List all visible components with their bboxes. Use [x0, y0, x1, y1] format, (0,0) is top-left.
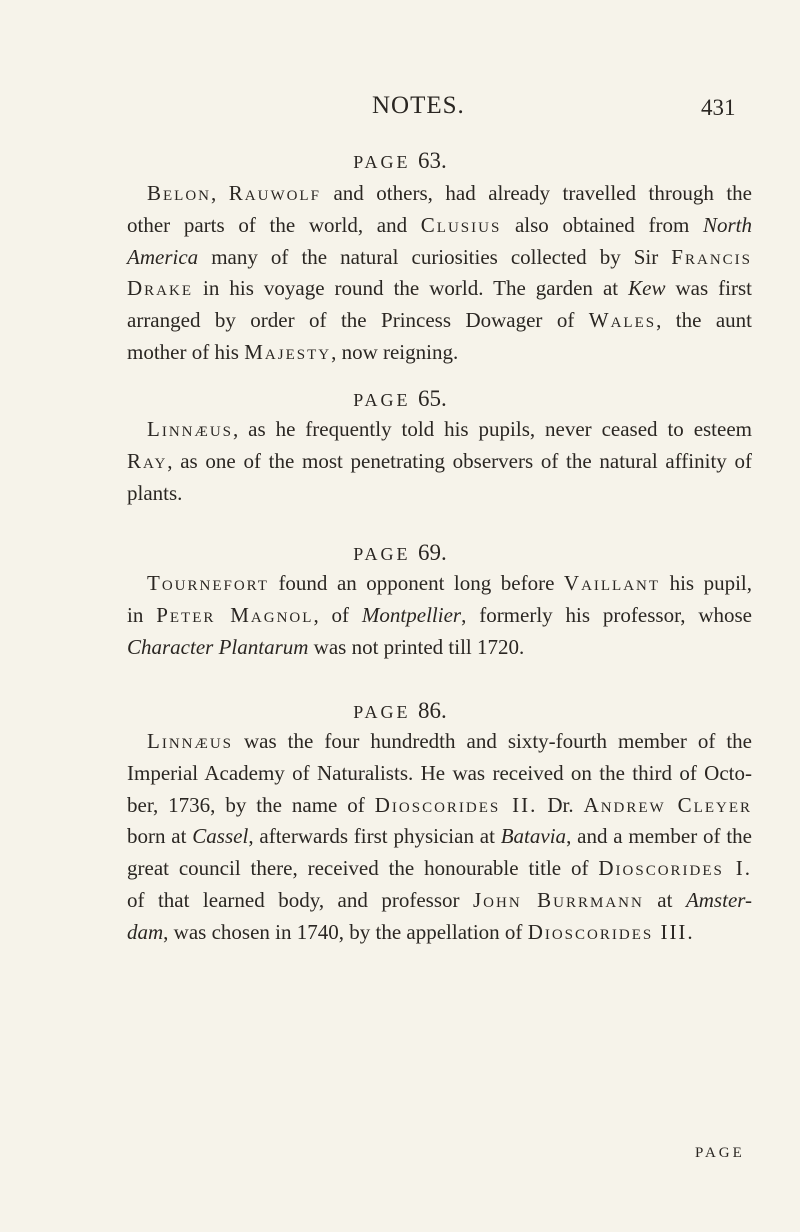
heading-label: PAGE [353, 544, 411, 564]
heading-label: PAGE [353, 390, 411, 410]
text-line: Drake in his voyage round the world. The garden at Kew was first [127, 276, 752, 301]
text-line: born at Cassel, afterwards first physician at Batavia, and a member of the [127, 824, 752, 849]
section-heading-page-86 [0, 698, 800, 725]
section-heading-page-69 [0, 540, 800, 567]
section-heading-page-63 [0, 148, 800, 175]
text-line: of that learned body, and professor John Burrmann at Amster- [127, 887, 753, 912]
note-paragraph-page-86 [127, 726, 752, 949]
heading-number: 63. [418, 148, 447, 173]
text-line: Linnæus was the four hundredth and sixty-fourth member of the [147, 729, 752, 753]
page-number: 431 [701, 95, 736, 120]
text-line: mother of his Majesty, now reigning. [127, 339, 459, 364]
section-heading-page-65 [0, 386, 800, 413]
heading-number: 86. [418, 698, 447, 723]
text-line: plants. [127, 480, 183, 505]
running-title: NOTES. [372, 92, 465, 119]
heading-label: PAGE [353, 152, 411, 172]
text-line: Tournefort found an opponent long before Vaillant his pupil, [147, 571, 752, 595]
text-line: ber, 1736, by the name of Dioscorides II. Dr. Andrew Cleyer [127, 792, 752, 817]
text-line: Imperial Academy of Naturalists. He was received on the third of Octo- [127, 760, 752, 785]
text-line: great council there, received the honourable title of Dioscorides I. [127, 856, 752, 881]
text-line: in Peter Magnol, of Montpellier, formerly his professor, whose [127, 602, 752, 627]
text-line: Linnæus, as he frequently told his pupils, never ceased to esteem [147, 417, 752, 441]
catchword: PAGE [695, 1145, 745, 1161]
heading-label: PAGE [353, 702, 411, 722]
note-paragraph-page-65 [127, 414, 752, 509]
heading-number: 69. [418, 540, 447, 565]
text-line: other parts of the world, and Clusius also obtained from North [127, 212, 752, 237]
note-paragraph-page-69 [127, 568, 752, 663]
text-line: arranged by order of the Princess Dowager of Wales, the aunt [127, 308, 753, 333]
text-line: Ray, as one of the most penetrating observers of the natural affinity of [127, 448, 752, 473]
text-line: America many of the natural curiosities collected by Sir Francis [127, 244, 752, 269]
running-head [0, 88, 800, 124]
text-line: Belon, Rauwolf and others, had already travelled through the [147, 181, 752, 205]
text-line: Character Plantarum was not printed till 1720. [127, 634, 525, 659]
text-line: dam, was chosen in 1740, by the appellation of Dioscorides III. [127, 919, 695, 944]
note-paragraph-page-63 [127, 178, 752, 369]
heading-number: 65. [418, 386, 447, 411]
